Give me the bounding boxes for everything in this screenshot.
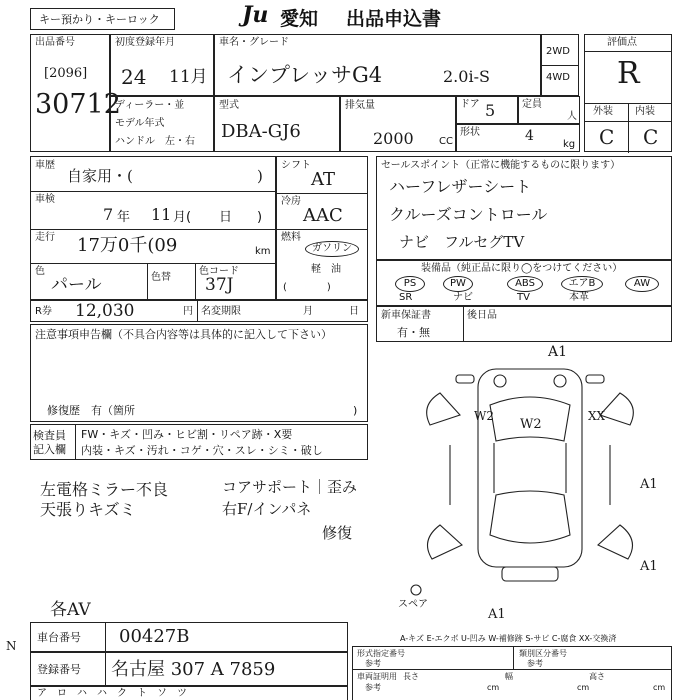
equip-tv: TV	[517, 292, 530, 303]
lot-box	[30, 34, 121, 152]
bottom-strip	[30, 686, 348, 700]
recycle-row	[30, 300, 368, 322]
mark-a1-rear-right: A1	[640, 559, 658, 574]
vehicle-info-box	[30, 156, 276, 300]
equip-ps: PS	[395, 276, 425, 292]
lot-bracket: [2096]	[44, 66, 88, 81]
mark-w2-hood: W2	[520, 417, 542, 432]
recycle-label: R券	[35, 306, 52, 317]
registration-year: 24	[121, 65, 147, 89]
sales-point-2: クルーズコントロール	[389, 205, 548, 224]
capacity-box	[518, 96, 580, 124]
class-spec-label: 類別区分番号	[519, 649, 567, 658]
manual-label: 新車保証書	[381, 310, 431, 321]
length-label: 長さ	[403, 672, 419, 681]
car-name-box	[214, 34, 541, 96]
history-close: )	[257, 167, 263, 185]
inspector-row1: FW・キズ・凹み・ヒビ割・リペア跡・X要	[81, 428, 293, 441]
manual-box	[376, 306, 672, 342]
chassis-value: 00427B	[119, 626, 190, 647]
equip-aw: AW	[625, 276, 659, 292]
inspector-label: 検査員記入欄	[33, 429, 66, 456]
model-spec-label: 形式指定番号	[357, 649, 405, 658]
model-year-label: モデル年式	[115, 118, 165, 129]
car-name: インプレッサG4	[227, 63, 383, 87]
width-unit: cm	[577, 683, 590, 692]
history-value: 自家用・(	[67, 167, 133, 185]
shape-value: 4	[525, 128, 534, 144]
color-code-label: 色コード	[199, 266, 239, 277]
fuel-gasoline: ガソリン	[305, 241, 359, 257]
manual-options: 有・無	[397, 326, 430, 339]
notes-box	[30, 324, 368, 422]
equip-sr: SR	[399, 292, 413, 303]
fuel-paren: ( )	[283, 282, 331, 293]
mileage-value: 17万0千(09	[77, 235, 178, 256]
after-label: 後日品	[467, 310, 497, 321]
aircon-value: AAC	[303, 205, 343, 226]
mark-a1-rear: A1	[488, 607, 506, 622]
note-instrument-panel: 右F/インパネ	[222, 500, 312, 518]
sales-point-3: ナビ フルセグTV	[399, 233, 525, 251]
inspection-month-unit: 月(	[173, 210, 192, 225]
displacement-value: 2000	[373, 129, 414, 148]
equipment-box	[376, 260, 672, 306]
height-unit: cm	[653, 683, 666, 692]
shift-fuel-box	[276, 156, 368, 300]
chassis-label: 車台番号	[37, 631, 81, 644]
name-change-label: 名変期限	[201, 306, 241, 317]
header-title-right: 出品申込書	[346, 8, 442, 30]
model-box	[214, 96, 340, 152]
capacity-label: 定員	[522, 99, 542, 110]
plate-value: 名古屋 307 A 7859	[111, 659, 276, 680]
color-change-label: 色替	[151, 272, 171, 283]
inspector-row2: 内装・キズ・汚れ・コゲ・穴・スレ・シミ・破し	[81, 444, 323, 457]
evaluation-score: R	[617, 56, 640, 91]
note-ceiling: 天張りキズミ	[40, 500, 136, 519]
inspector-box	[30, 424, 368, 460]
shape-box	[456, 124, 580, 152]
dealer-box	[110, 96, 214, 152]
mark-xx: XX	[588, 409, 606, 423]
class-spec-ref: 参考	[527, 659, 543, 668]
notes-label: 注意事項申告欄（不具合内容等は具体的に記入して下さい）	[35, 328, 332, 341]
registration-box	[110, 34, 214, 96]
exterior-grade: C	[599, 125, 615, 149]
note-mirror: 左電格ミラー不良	[40, 480, 169, 499]
registration-label: 初度登録年月	[115, 37, 175, 48]
mark-a1-right: A1	[640, 477, 658, 492]
interior-grade: C	[643, 125, 659, 149]
note-av: 各AV	[50, 600, 91, 620]
car-damage-diagram	[410, 345, 660, 607]
displacement-box	[340, 96, 456, 152]
name-change-month: 月	[303, 306, 313, 317]
mileage-unit: km	[255, 246, 271, 257]
note-repaired: 修復	[322, 524, 353, 542]
plate-row	[30, 652, 348, 686]
ju-logo: Ju	[242, 2, 269, 28]
sales-points-box	[376, 156, 672, 260]
equip-pw: PW	[443, 276, 473, 292]
chassis-row	[30, 622, 348, 652]
drive-2wd: 2WD	[546, 46, 570, 57]
equipment-label: 装備品（純正品に限り◯をつけてください）	[421, 263, 623, 274]
length-unit: cm	[487, 683, 500, 692]
inspection-label: 車検	[35, 194, 55, 205]
spec-box	[352, 646, 672, 700]
key-deposit-tag	[30, 8, 175, 30]
width-label: 幅	[505, 672, 513, 681]
doors-value: 5	[485, 101, 496, 120]
fuel-diesel: 軽 油	[311, 264, 341, 275]
reg-spec-ref: 参考	[365, 683, 381, 692]
margin-mark: N	[6, 639, 17, 653]
inspection-year-unit: 年	[117, 210, 131, 225]
aircon-label: 冷房	[281, 196, 301, 207]
weight-unit: kg	[563, 139, 576, 150]
height-label: 高さ	[589, 672, 605, 681]
inspection-close: )	[257, 210, 263, 225]
handle-label: ハンドル 左・右	[115, 136, 195, 147]
equip-navi: ナビ	[453, 292, 473, 303]
drive-box	[541, 34, 579, 96]
registration-month: 11月	[169, 67, 208, 87]
key-deposit-label: キー預かり・キーロック	[39, 13, 160, 26]
interior-label: 内装	[635, 106, 655, 117]
shape-label: 形状	[460, 127, 480, 138]
inspection-month: 11	[151, 205, 172, 224]
bottom-strip-text: ア ロ ハ ハ ク ト ソ ツ	[37, 688, 187, 699]
recycle-unit: 円	[183, 306, 193, 317]
mileage-label: 走行	[35, 232, 55, 243]
evaluation-label: 評価点	[607, 37, 637, 48]
note-core-support: コアサポート｜歪み	[222, 478, 358, 496]
shift-value: AT	[311, 169, 336, 190]
repair-label: 修復歴 有（箇所	[47, 404, 135, 417]
model-label: 型式	[219, 100, 239, 111]
sales-point-1: ハーフレザーシート	[389, 177, 532, 196]
capacity-unit: 人	[567, 111, 577, 122]
evaluation-box	[584, 34, 672, 152]
plate-label: 登録番号	[37, 663, 81, 676]
recycle-value: 12,030	[75, 301, 135, 321]
car-grade: 2.0i-S	[443, 67, 490, 86]
sales-points-label: セールスポイント（正常に機能するものに限ります）	[381, 160, 621, 171]
mark-a1-front: A1	[548, 344, 568, 360]
lot-number: 30712	[35, 89, 121, 120]
doors-box	[456, 96, 518, 124]
fuel-label: 燃料	[281, 232, 301, 243]
car-name-label: 車名・グレード	[219, 37, 289, 48]
header-title-left: 愛知	[280, 8, 319, 30]
model-spec-ref: 参考	[365, 659, 381, 668]
equip-leather: 本革	[569, 292, 589, 303]
displacement-label: 排気量	[345, 100, 375, 111]
inspection-year: 7	[103, 205, 114, 224]
equip-abs: ABS	[507, 276, 543, 292]
dealer-label: ディーラー・並	[115, 100, 185, 111]
color-value: パール	[51, 275, 102, 295]
lot-label: 出品番号	[35, 37, 75, 48]
repair-close: )	[353, 404, 358, 417]
exterior-label: 外装	[593, 106, 613, 117]
shift-label: シフト	[281, 160, 311, 171]
model-value: DBA-GJ6	[221, 121, 301, 142]
drive-4wd: 4WD	[546, 72, 570, 83]
history-label: 車歴	[35, 160, 55, 171]
damage-legend: A-キズ E-エクボ U-凹み W-補修跡 S-サビ C-腐食 XX-交換済	[400, 634, 617, 643]
mark-w2-left: W2	[474, 409, 494, 423]
equip-airbag: エアB	[561, 276, 603, 292]
displacement-unit: CC	[439, 136, 453, 147]
name-change-day: 日	[349, 306, 359, 317]
color-label: 色	[35, 266, 45, 277]
doors-label: ドア	[460, 99, 480, 110]
color-code: 37J	[205, 275, 234, 295]
spare-label: スペア	[398, 599, 428, 610]
inspection-day: 日	[219, 210, 233, 225]
reg-spec-label: 車両証明用	[357, 672, 397, 681]
